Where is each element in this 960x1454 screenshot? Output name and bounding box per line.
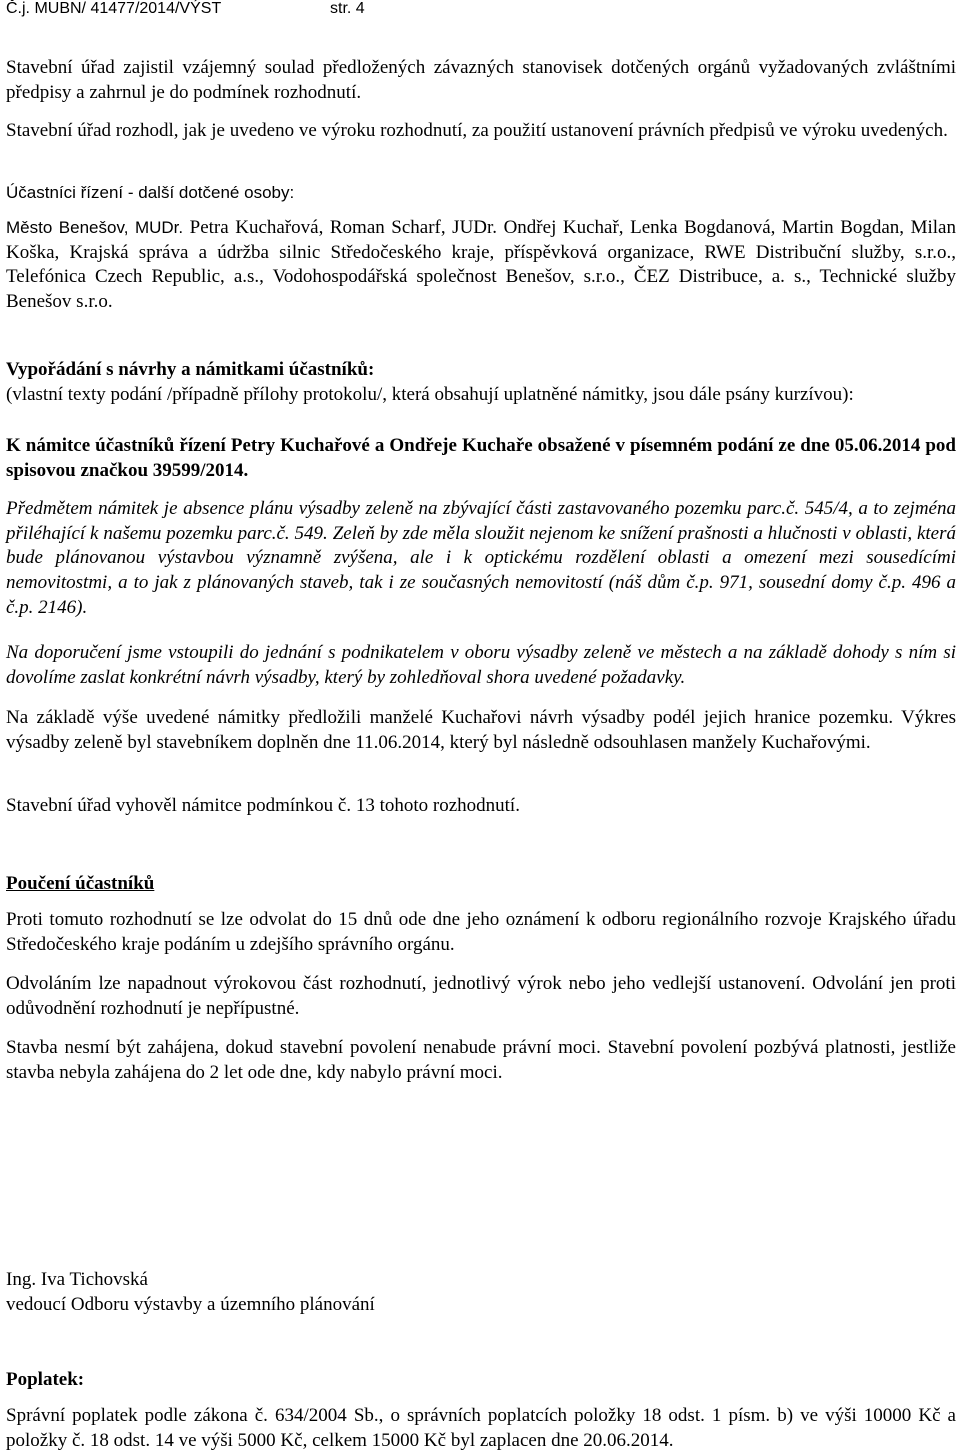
paragraph-coordination: Stavební úřad zajistil vzájemný soulad předložených závazných stanovisek dotčených orgánů vyžadovaných zvláštními předpisy a zahrnul je do podmínek rozhodnutí. <box>6 57 956 103</box>
reference-number: Č.j. MUBN/ 41477/2014/VÝST <box>6 0 222 17</box>
objections-intro: (vlastní texty podání /případně přílohy protokolu/, která obsahují uplatněné námitky, jsou dále psány kurzívou): <box>6 384 854 405</box>
objection-response: Na základě výše uvedené námitky předložili manželé Kuchařovi návrh výsadby podél jejich hranice pozemku. Výkres výsadby zeleně byl stavebníkem doplněn dne 11.06.2014, který byl následně odsouhlasen manžely Kuchařovými. <box>6 707 956 753</box>
signatory-title: vedoucí Odboru výstavby a územního plánování <box>6 1294 375 1315</box>
objection-decision: Stavební úřad vyhověl námitce podmínkou č. 13 tohoto rozhodnutí. <box>6 795 520 816</box>
participants-list-rest: Petra Kuchařová, Roman Scharf, JUDr. Ondřej Kuchař, Lenka Bogdanová, Martin Bogdan, Milan Koška, Krajská správa a údržba silnic Středočeského kraje, příspěvková organizace, RWE Distribuční služby, s.r.o., Telefónica Czech Republic, a.s., Vodohospodářská společnost Benešov, s.r.o., ČEZ Distribuce, a. s., Technické služby Benešov s.r.o. <box>6 217 956 313</box>
objection-subject: K námitce účastníků řízení Petry Kuchařové a Ondřeje Kuchaře obsažené v písemném podání ze dne 05.06.2014 pod spisovou značkou 39599/2014. <box>6 435 956 481</box>
signatory-name: Ing. Iva Tichovská <box>6 1269 148 1290</box>
instruction-appeal: Proti tomuto rozhodnutí se lze odvolat do 15 dnů ode dne jeho oznámení k odboru regionálního rozvoje Krajského úřadu Středočeského kraje podáním u zdejšího správního orgánu. <box>6 909 956 955</box>
fee-text: Správní poplatek podle zákona č. 634/2004 Sb., o správních poplatcích položky 18 odst. 1 písm. b) ve výši 10000 Kč a položky č. 18 odst. 14 ve výši 5000 Kč, celkem 15000 Kč byl zaplacen dne 20.06.2014. <box>6 1405 956 1451</box>
page-number: str. 4 <box>330 0 365 17</box>
instruction-validity: Stavba nesmí být zahájena, dokud stavební povolení nenabude právní moci. Stavební povolení pozbývá platnosti, jestliže stavba nebyla zahájena do 2 let ode dne, kdy nabylo právní moci. <box>6 1037 956 1083</box>
participants-list <box>6 216 956 315</box>
page-header <box>6 0 365 18</box>
objection-text-2: Na doporučení jsme vstoupili do jednání s podnikatelem v oboru výsadby zeleně ve městech a na základě dohody s ním si dovolíme zaslat konkrétní návrh výsadby, který by zohledňoval shora uvedené požadavky. <box>6 642 956 688</box>
objections-heading: Vypořádání s návrhy a námitkami účastníků: <box>6 359 375 380</box>
objection-text-1-a: Předmětem námitek je absence plánu výsadby zeleně na zbývající části zastavovaného pozemku parc.č. 545/4, a to zejména přiléhající k našemu pozemku parc.č. 549. <box>6 498 956 544</box>
paragraph-decision-basis: Stavební úřad rozhodl, jak je uvedeno ve výroku rozhodnutí, za použití ustanovení právních předpisů ve výroku uvedených. <box>6 120 948 141</box>
participants-heading: Účastníci řízení - další dotčené osoby: <box>6 183 295 202</box>
instruction-appeal-scope: Odvoláním lze napadnout výrokovou část rozhodnutí, jednotlivý výrok nebo jeho vedlejší ustanovení. Odvolání jen proti odůvodnění rozhodnutí je nepřípustné. <box>6 973 956 1019</box>
objection-text-1-b: Zeleň by zde měla sloužit nejenom ke snížení prašnosti a hlučnosti v oblasti, která bude plánovanou výstavbou významně zvýšena, ale i k optickému rozdělení oblasti a omezení mezi sousedícími nemovitostmi, a to jak z plánovaných staveb, tak i ze současných nemovitostí (náš dům č.p. 971, sousední domy č.p. 496 a č.p. 2146). <box>6 522 956 618</box>
fee-heading: Poplatek: <box>6 1369 85 1390</box>
objection-text-1 <box>6 497 956 621</box>
instruction-heading: Poučení účastníků <box>6 873 155 894</box>
participants-list-lead: Město Benešov, MUDr. <box>6 218 184 237</box>
